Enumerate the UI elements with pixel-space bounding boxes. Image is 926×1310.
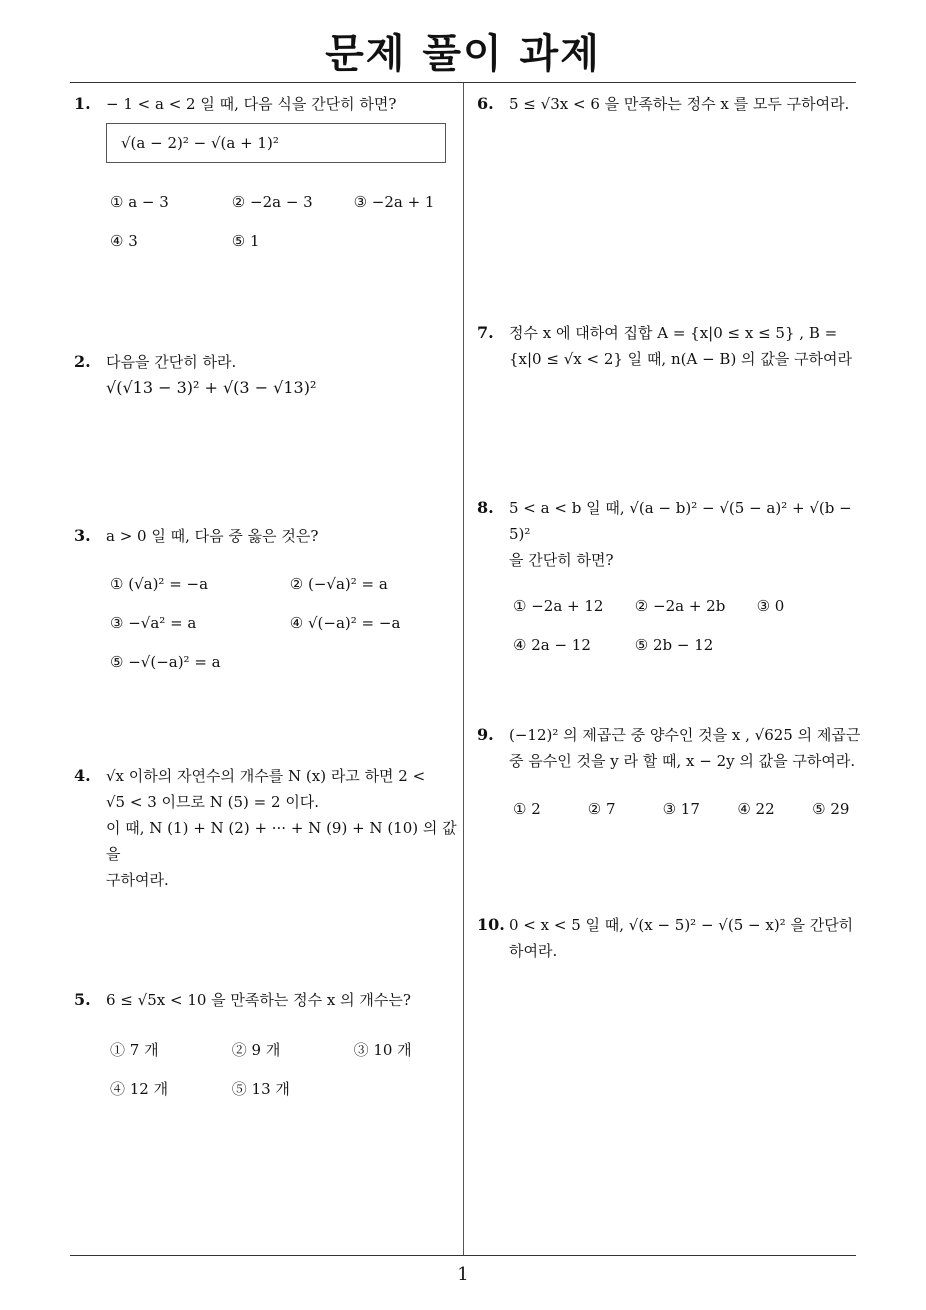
answer-choices bbox=[513, 593, 862, 671]
question-line: 구하여라. bbox=[106, 871, 169, 889]
answer-choices bbox=[110, 1037, 459, 1115]
choice-4[interactable]: ④ √(−a)² = −a bbox=[289, 614, 401, 632]
question-line: 을 간단히 하면? bbox=[509, 551, 614, 569]
question-number: 6. bbox=[477, 94, 494, 113]
question-3 bbox=[74, 523, 459, 688]
question-line: 5 < a < b 일 때, √(a − b)² − √(5 − a)² + √(b − 5)² bbox=[509, 499, 852, 543]
choice-5[interactable]: ⑤ 13 개 bbox=[231, 1080, 290, 1098]
choice-2[interactable]: ② 9 개 bbox=[231, 1041, 281, 1059]
question-line: (−12)² 의 제곱근 중 양수인 것을 x , √625 의 제곱근 bbox=[509, 726, 861, 744]
choice-2[interactable]: ② (−√a)² = a bbox=[289, 575, 388, 593]
choice-1[interactable]: ① a − 3 bbox=[110, 193, 169, 211]
choice-4[interactable]: ④ 3 bbox=[110, 232, 138, 250]
question-line: √5 < 3 이므로 N (5) = 2 이다. bbox=[106, 793, 320, 811]
choice-3[interactable]: ③ −2a + 1 bbox=[353, 193, 435, 211]
answer-choices bbox=[110, 189, 459, 267]
choice-1[interactable]: ① −2a + 12 bbox=[513, 597, 604, 615]
choice-1[interactable]: ① 7 개 bbox=[110, 1041, 159, 1059]
question-number: 5. bbox=[74, 990, 91, 1009]
choice-3[interactable]: ③ −√a² = a bbox=[110, 614, 197, 632]
choice-5[interactable]: ⑤ 29 bbox=[812, 800, 850, 818]
question-number: 7. bbox=[477, 323, 494, 342]
question-number: 10. bbox=[477, 915, 505, 934]
question-8 bbox=[477, 495, 862, 671]
choice-1[interactable]: ① 2 bbox=[513, 800, 541, 818]
question-text: 5 ≤ √3x < 6 을 만족하는 정수 x 를 모두 구하여라. bbox=[509, 95, 850, 113]
question-9 bbox=[477, 722, 862, 835]
question-text: 다음을 간단히 하라. bbox=[106, 353, 237, 371]
question-4 bbox=[74, 763, 459, 893]
question-number: 9. bbox=[477, 725, 494, 744]
choice-3[interactable]: ③ 10 개 bbox=[353, 1041, 412, 1059]
question-number: 2. bbox=[74, 352, 91, 371]
page-title: 문제 풀이 과제 bbox=[325, 31, 601, 77]
question-2 bbox=[74, 349, 459, 401]
question-line: 정수 x 에 대하여 집합 A = {x|0 ≤ x ≤ 5} , B = bbox=[509, 324, 838, 342]
question-text: − 1 < a < 2 일 때, 다음 식을 간단히 하면? bbox=[106, 95, 397, 113]
question-line: {x|0 ≤ √x < 2} 일 때, n(A − B) 의 값을 구하여라 bbox=[509, 350, 853, 368]
math-expression: √(√13 − 3)² + √(3 − √13)² bbox=[106, 378, 317, 397]
choice-4[interactable]: ④ 22 bbox=[737, 800, 775, 818]
bottom-rule bbox=[70, 1255, 856, 1256]
choice-2[interactable]: ② −2a − 3 bbox=[231, 193, 313, 211]
choice-3[interactable]: ③ 0 bbox=[756, 597, 785, 615]
question-line: 이 때, N (1) + N (2) + ··· + N (9) + N (10) 의 값을 bbox=[106, 819, 457, 863]
column-divider bbox=[463, 83, 464, 1256]
question-5 bbox=[74, 987, 459, 1115]
question-text: a > 0 일 때, 다음 중 옳은 것은? bbox=[106, 527, 319, 545]
choice-2[interactable]: ② −2a + 2b bbox=[634, 597, 726, 615]
choice-1[interactable]: ① (√a)² = −a bbox=[110, 575, 209, 593]
page-number: 1 bbox=[457, 1264, 469, 1285]
choice-2[interactable]: ② 7 bbox=[587, 800, 616, 818]
question-text: 6 ≤ √5x < 10 을 만족하는 정수 x 의 개수는? bbox=[106, 991, 411, 1009]
expression-box: √(a − 2)² − √(a + 1)² bbox=[106, 123, 446, 163]
choice-5[interactable]: ⑤ 2b − 12 bbox=[634, 636, 714, 654]
question-6 bbox=[477, 91, 862, 117]
question-line: √x 이하의 자연수의 개수를 N (x) 라고 하면 2 < bbox=[106, 767, 426, 785]
choice-5[interactable]: ⑤ −√(−a)² = a bbox=[110, 653, 221, 671]
question-line: 0 < x < 5 일 때, √(x − 5)² − √(5 − x)² 을 간단히 bbox=[509, 916, 854, 934]
choice-4[interactable]: ④ 12 개 bbox=[110, 1080, 169, 1098]
question-7 bbox=[477, 320, 862, 372]
question-1 bbox=[74, 91, 459, 267]
answer-choices bbox=[110, 571, 459, 688]
choice-3[interactable]: ③ 17 bbox=[662, 800, 700, 818]
question-number: 3. bbox=[74, 526, 91, 545]
question-number: 4. bbox=[74, 766, 91, 785]
question-line: 하여라. bbox=[509, 942, 558, 960]
question-line: 중 음수인 것을 y 라 할 때, x − 2y 의 값을 구하여라. bbox=[509, 752, 856, 770]
question-number: 1. bbox=[74, 94, 91, 113]
question-10 bbox=[477, 912, 862, 964]
choice-4[interactable]: ④ 2a − 12 bbox=[513, 636, 591, 654]
question-number: 8. bbox=[477, 498, 494, 517]
answer-choices bbox=[513, 796, 862, 835]
choice-5[interactable]: ⑤ 1 bbox=[231, 232, 260, 250]
